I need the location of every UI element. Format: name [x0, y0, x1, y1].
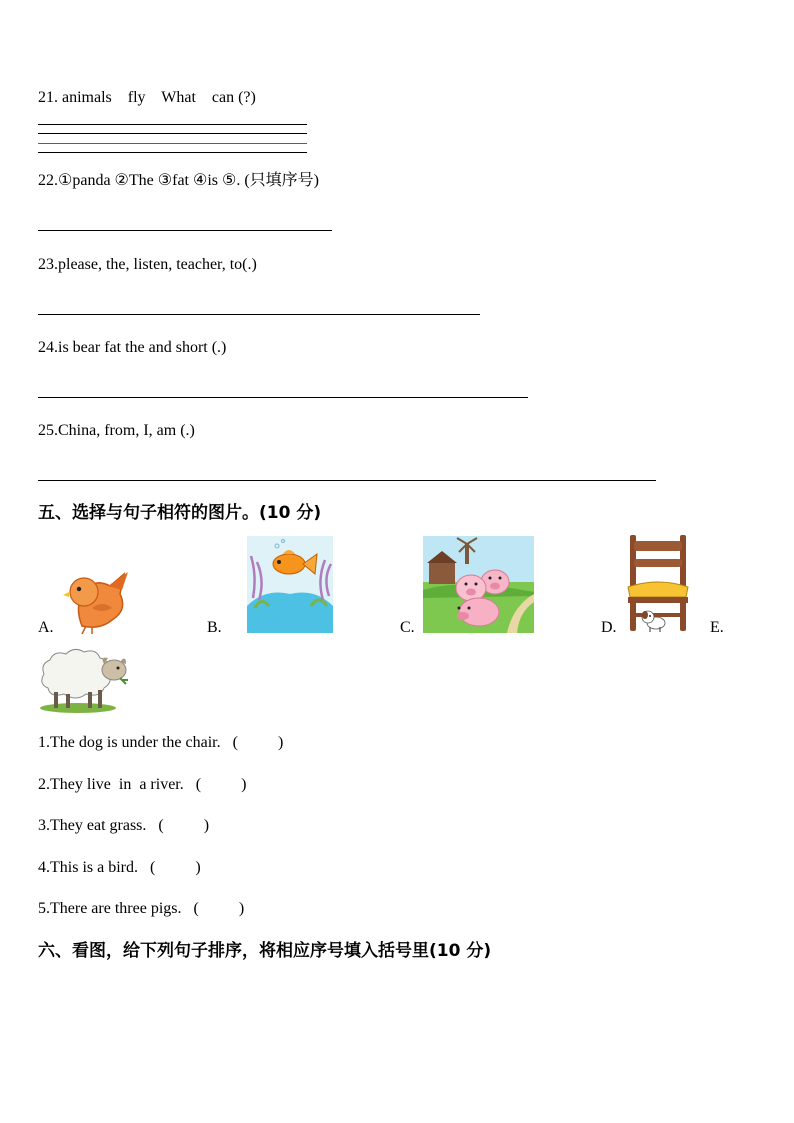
q21-prompt: 21. animals fly What can (?) [38, 89, 256, 106]
fish-icon [247, 536, 333, 633]
section5-question-3[interactable]: 3.They eat grass. ( ) [38, 817, 210, 834]
section6-heading: 六、看图，给下列句子排序，将相应序号填入括号里(10 分) [38, 941, 492, 961]
q23-answer-line[interactable] [38, 314, 480, 315]
section5-question-4[interactable]: 4.This is a bird. ( ) [38, 859, 201, 876]
bird-icon [62, 568, 134, 634]
option-e-label: E. [710, 619, 724, 636]
pigs-icon [423, 536, 534, 633]
q25-prompt: 25.China, from, I, am (.) [38, 422, 195, 439]
chair-dog-icon [624, 533, 692, 633]
guide-line [38, 152, 307, 153]
guide-line [38, 143, 307, 144]
option-c-label: C. [400, 619, 415, 636]
option-a-label: A. [38, 619, 54, 636]
q23-prompt: 23.please, the, listen, teacher, to(.) [38, 256, 257, 273]
section5-question-1[interactable]: 1.The dog is under the chair. ( ) [38, 734, 284, 751]
option-b-label: B. [207, 619, 222, 636]
q25-answer-line[interactable] [38, 480, 656, 481]
q24-prompt: 24.is bear fat the and short (.) [38, 339, 227, 356]
option-d-label: D. [601, 619, 617, 636]
guide-line [38, 124, 307, 125]
q24-answer-line[interactable] [38, 397, 528, 398]
section5-question-5[interactable]: 5.There are three pigs. ( ) [38, 900, 245, 917]
section5-heading: 五、选择与句子相符的图片。(10 分) [38, 503, 322, 523]
q22-prompt: 22.①panda ②The ③fat ④is ⑤. (只填序号) [38, 172, 320, 189]
section5-question-2[interactable]: 2.They live in a river. ( ) [38, 776, 247, 793]
q22-answer-line[interactable] [38, 230, 332, 231]
guide-line [38, 133, 307, 134]
sheep-icon [38, 644, 130, 714]
